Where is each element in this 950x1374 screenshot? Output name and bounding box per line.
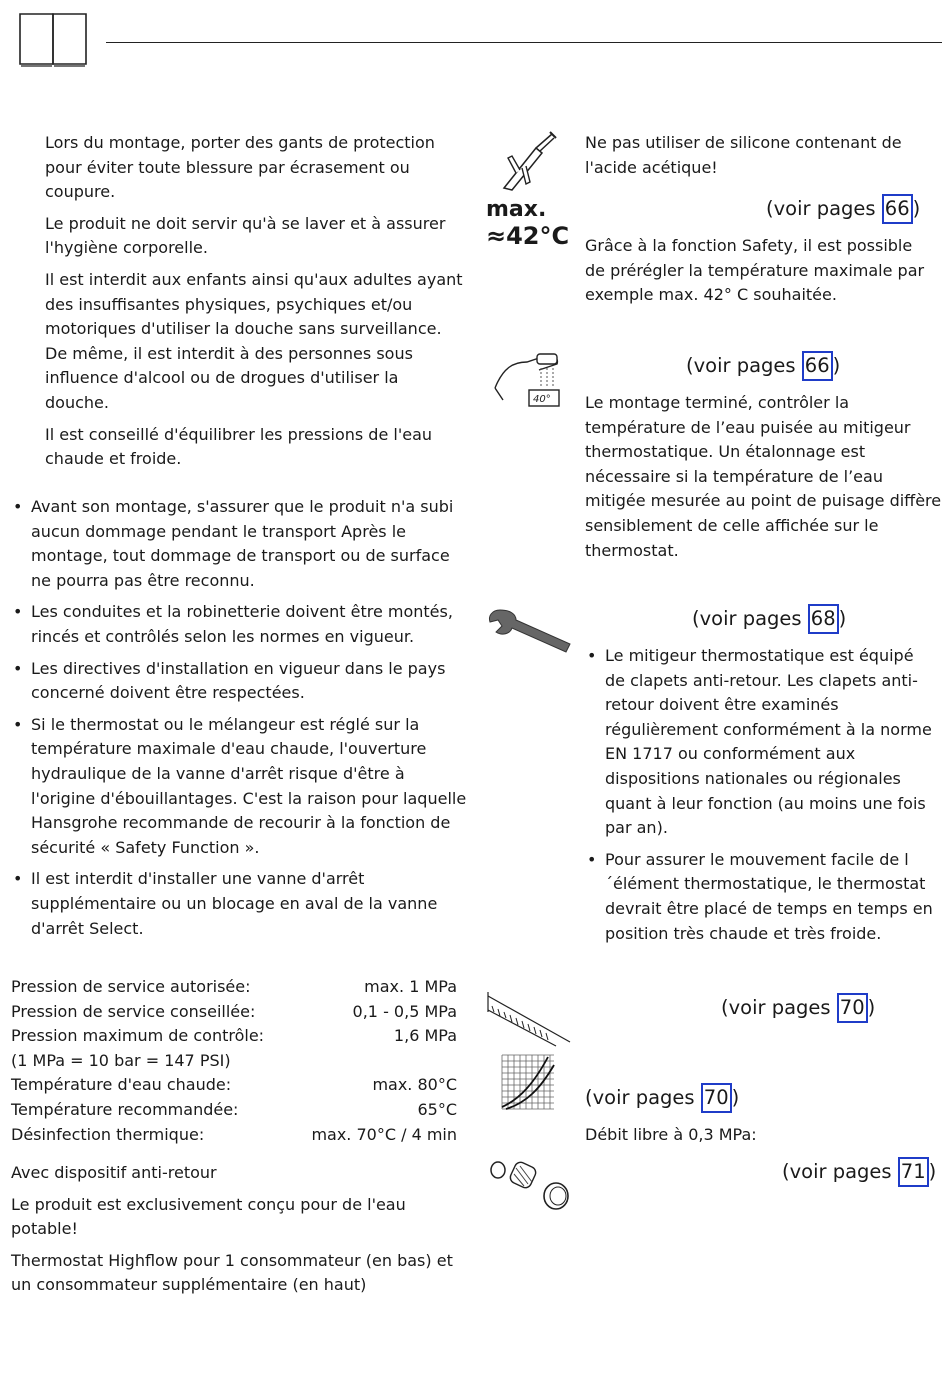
note-paragraph: Avec dispositif anti-retour bbox=[11, 1163, 217, 1182]
technical-specs bbox=[11, 975, 457, 1147]
header-rule bbox=[106, 42, 942, 43]
page-link-70[interactable]: 70 bbox=[837, 993, 868, 1023]
page-link-70[interactable]: 70 bbox=[701, 1083, 732, 1113]
max-temperature-icon: max. ≈42°C bbox=[486, 197, 570, 250]
spec-row: Température recommandée: 65°C bbox=[11, 1099, 457, 1119]
safety-paragraph: Il est interdit aux enfants ainsi qu'aux adultes ayant des insuffisantes physiques, psychiques et/ou motoriques d'utiliser la douche sans surveillance. De même, il est interdit à des personnes sous influence d'alcool ou de drogues d'utiliser la douche. bbox=[45, 269, 463, 412]
list-item: • Si le thermostat ou le mélangeur est réglé sur la température maximale d'eau chaude, l'ouverture hydraulique de la vanne d'arrêt risque d'être à l'origine d'ébouillantages. C'est la raison pour laquelle Hansgrohe recommande de recourir à la fonction de sécurité « Safety Function ». bbox=[13, 714, 467, 857]
spec-row: Température d'eau chaude: max. 80°C bbox=[11, 1075, 457, 1095]
page-link-71[interactable]: 71 bbox=[898, 1157, 929, 1187]
list-item: • Pour assurer le mouvement facile de l´élément thermostatique, le thermostat devrait être placé de temps en temps en position très chaude et très froide. bbox=[587, 849, 933, 943]
safety-function-text: Grâce à la fonction Safety, il est possible de prérégler la température maximale par exemple max. 42° C souhaitée. bbox=[585, 236, 925, 305]
note-paragraph: Thermostat Highflow pour 1 consommateur (en bas) et un consommateur supplémentaire (en haut) bbox=[11, 1250, 453, 1295]
spec-row: Pression de service autorisée: max. 1 MPa bbox=[11, 977, 457, 996]
page-link-66[interactable]: 66 bbox=[882, 194, 913, 224]
spec-row: Pression de service conseillée: 0,1 - 0,5 MPa bbox=[11, 1001, 457, 1021]
list-item: • Avant son montage, s'assurer que le produit n'a subi aucun dommage pendant le transport Après le montage, tout dommage de transport ou de surface ne pourra pas être reconnu. bbox=[13, 497, 454, 590]
thermometer-label: 40° bbox=[533, 394, 551, 405]
flow-rate-label: Débit libre à 0,3 MPa: bbox=[585, 1125, 757, 1144]
installation-instructions bbox=[11, 495, 467, 948]
page-link-66[interactable]: 66 bbox=[802, 351, 833, 381]
ref-flow-diagram: (voir pages 70 ) bbox=[585, 1083, 739, 1113]
ref-maintenance: (voir pages 68 ) bbox=[692, 604, 846, 634]
notes-section bbox=[11, 1161, 457, 1305]
silicone-gun-icon bbox=[496, 128, 562, 200]
safety-paragraph: Le produit ne doit servir qu'à se laver et à assurer l'hygiène corporelle. bbox=[45, 213, 446, 258]
thermometer-hand-icon bbox=[493, 348, 563, 418]
calibration-text: Le montage terminé, contrôler la température de l’eau puisée au mitigeur thermostatique. Un étalonnage est nécessaire si la température de l’eau mitigée mesurée au point de puisage diffère sensiblement de celle affichée sur le thermostat. bbox=[585, 393, 942, 560]
silicone-warning: Ne pas utiliser de silicone contenant de l'acide acétique! bbox=[585, 133, 902, 177]
spec-row: (1 MPa = 10 bar = 147 PSI) bbox=[11, 1050, 231, 1070]
list-item: • Les directives d'installation en vigueur dans le pays concerné doivent être respectées. bbox=[13, 658, 446, 703]
manual-book-icon bbox=[18, 10, 88, 76]
spec-row: Désinfection thermique: max. 70°C / 4 min bbox=[11, 1124, 457, 1144]
list-item: • Le mitigeur thermostatique est équipé de clapets anti-retour. Les clapets anti-retour doivent être examinés régulièrement conformément à la norme EN 1717 ou conformément aux dispositions nationales ou régionales quant à leur fonction (au moins une fois par an). bbox=[587, 646, 932, 838]
flow-chart-icon bbox=[500, 1053, 556, 1119]
list-item: • Il est interdit d'installer une vanne d'arrêt supplémentaire ou un blocage en aval de la vanne d'arrêt Select. bbox=[13, 869, 438, 938]
wrench-icon bbox=[486, 606, 572, 666]
safety-paragraph: Il est conseillé d'équilibrer les pressions de l'eau chaude et froide. bbox=[45, 424, 433, 469]
safety-section bbox=[45, 131, 465, 479]
spare-parts-icon bbox=[488, 1154, 572, 1222]
ref-safety: (voir pages 66 ) bbox=[766, 194, 920, 224]
ref-dimensions: (voir pages 70 ) bbox=[721, 993, 875, 1023]
safety-paragraph: Lors du montage, porter des gants de protection pour éviter toute blessure par écrasement ou coupure. bbox=[45, 133, 435, 202]
ref-spare-parts: (voir pages 71 ) bbox=[782, 1157, 936, 1187]
note-paragraph: Le produit est exclusivement conçu pour de l'eau potable! bbox=[11, 1194, 406, 1239]
list-item: • Les conduites et la robinetterie doivent être montés, rincés et contrôlés selon les normes en vigueur. bbox=[13, 602, 453, 646]
dimension-drawing-icon bbox=[486, 990, 572, 1056]
page-link-68[interactable]: 68 bbox=[808, 604, 839, 634]
maintenance-list bbox=[585, 644, 937, 953]
ref-calibration: (voir pages 66 ) bbox=[686, 351, 840, 381]
spec-row: Pression maximum de contrôle: 1,6 MPa bbox=[11, 1026, 457, 1046]
